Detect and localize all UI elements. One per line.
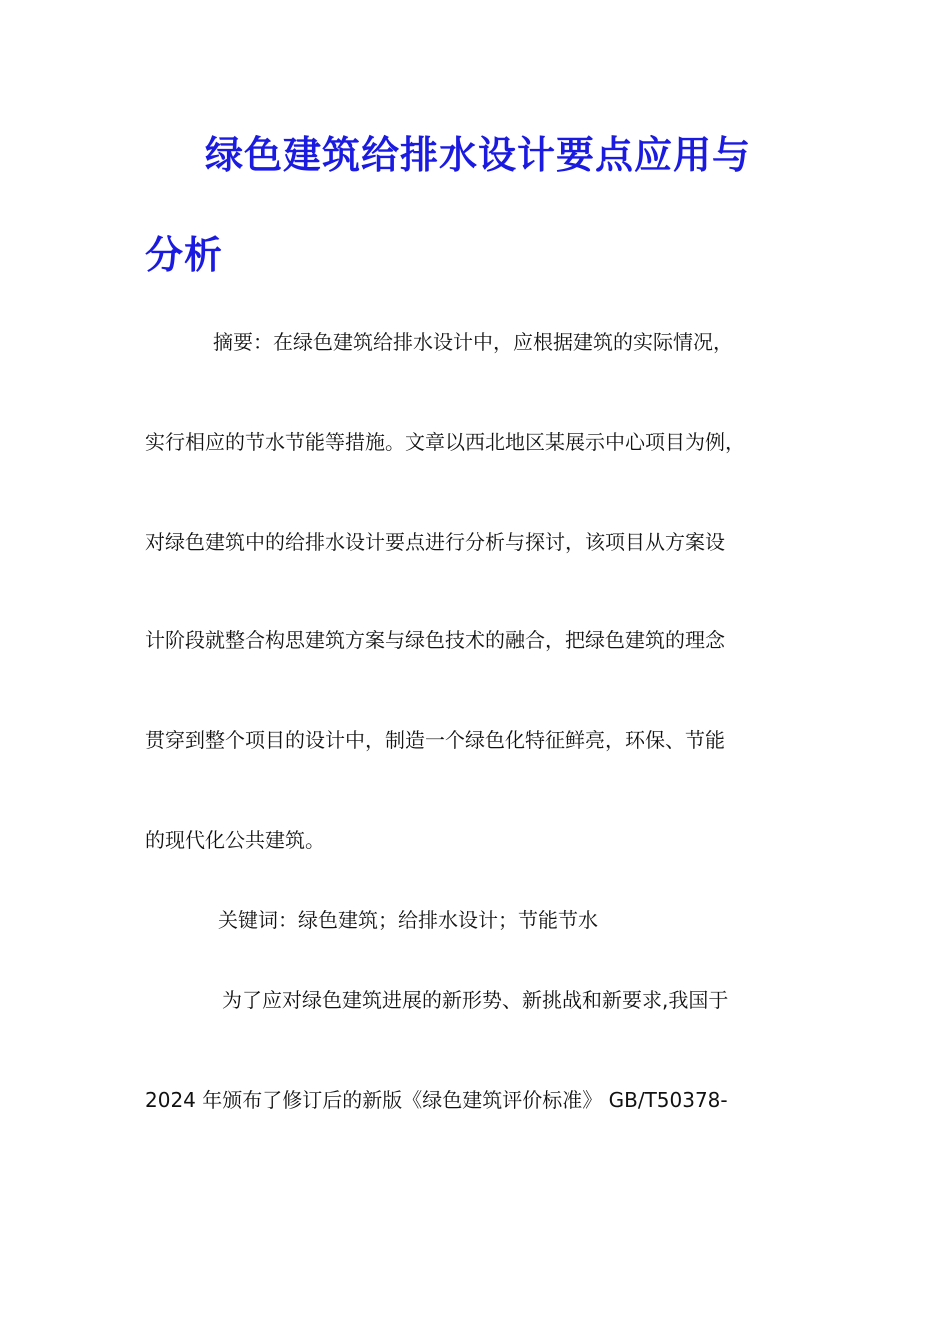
- abstract-line: 对绿色建筑中的给排水设计要点进行分析与探讨，该项目从方案设: [145, 530, 725, 554]
- abstract-line: 计阶段就整合构思建筑方案与绿色技术的融合，把绿色建筑的理念: [145, 628, 725, 652]
- document-title-line-2: 分析: [145, 233, 224, 277]
- abstract-line: 贯穿到整个项目的设计中，制造一个绿色化特征鲜亮，环保、节能: [145, 728, 725, 752]
- intro-line: 2024 年颁布了修订后的新版《绿色建筑评价标准》 GB/T50378-: [145, 1088, 728, 1112]
- abstract-line: 的现代化公共建筑。: [145, 828, 325, 852]
- intro-line: 为了应对绿色建筑进展的新形势、新挑战和新要求,我国于: [222, 988, 729, 1012]
- keywords-line: 关键词：绿色建筑；给排水设计；节能节水: [218, 908, 598, 932]
- abstract-line: 摘要：在绿色建筑给排水设计中，应根据建筑的实际情况，: [213, 330, 733, 354]
- abstract-line: 实行相应的节水节能等措施。文章以西北地区某展示中心项目为例，: [145, 430, 745, 454]
- document-title-line-1: 绿色建筑给排水设计要点应用与: [205, 133, 752, 177]
